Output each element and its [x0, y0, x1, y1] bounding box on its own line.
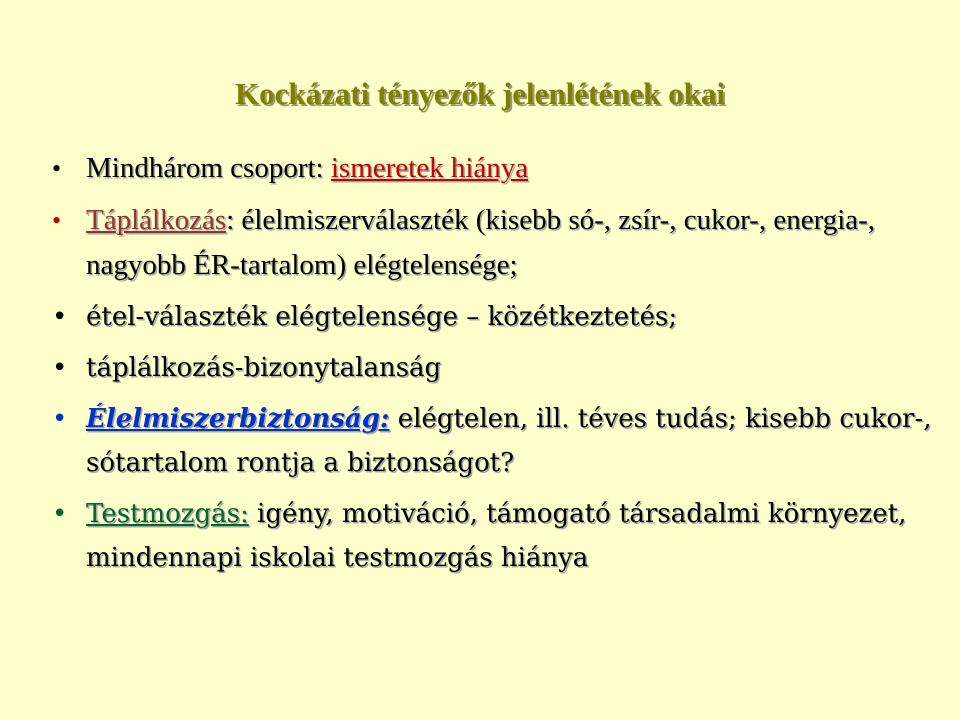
bullet-list — [46, 146, 946, 587]
bullet-dot-icon: • — [52, 154, 62, 183]
list-item-nutrition — [46, 198, 946, 288]
list-item-food-insecurity — [46, 346, 946, 390]
item-prefix: Mindhárom csoport: — [86, 152, 331, 184]
item-text: táplálkozás-bizonytalanság — [86, 353, 442, 383]
bullet-dot-icon: • — [52, 404, 68, 434]
item-highlight: Élelmiszerbiztonság: — [86, 404, 390, 434]
item-rest: : élelmiszerválaszték (kisebb só-, zsír-, cukor-, energia-, nagyobb ÉR-tartalom) elégtelensége; — [86, 204, 876, 281]
item-highlight: Testmozgás: — [86, 499, 249, 529]
bullet-dot-icon: • — [52, 499, 68, 529]
slide-title: Kockázati tényezők jelenlétének okai — [235, 76, 725, 111]
bullet-dot-icon: • — [52, 206, 62, 235]
bullet-dot-icon: • — [52, 353, 68, 383]
list-item-food-safety — [46, 397, 946, 485]
item-rest: elégtelen, ill. téves tudás; kisebb cukor-, sótartalom rontja a biztonságot? — [86, 404, 932, 478]
item-highlight: Táplálkozás — [86, 204, 227, 236]
list-item-food-choice — [46, 295, 946, 339]
bullet-dot-icon: • — [52, 302, 68, 332]
item-text: étel-választék elégtelensége – közétkeztetés; — [86, 302, 678, 332]
list-item-groups — [46, 146, 946, 191]
item-rest: igény, motiváció, támogató társadalmi környezet, mindennapi iskolai testmozgás hiánya — [86, 499, 907, 573]
list-item-exercise — [46, 492, 946, 580]
item-highlight: ismeretek hiánya — [330, 152, 529, 184]
